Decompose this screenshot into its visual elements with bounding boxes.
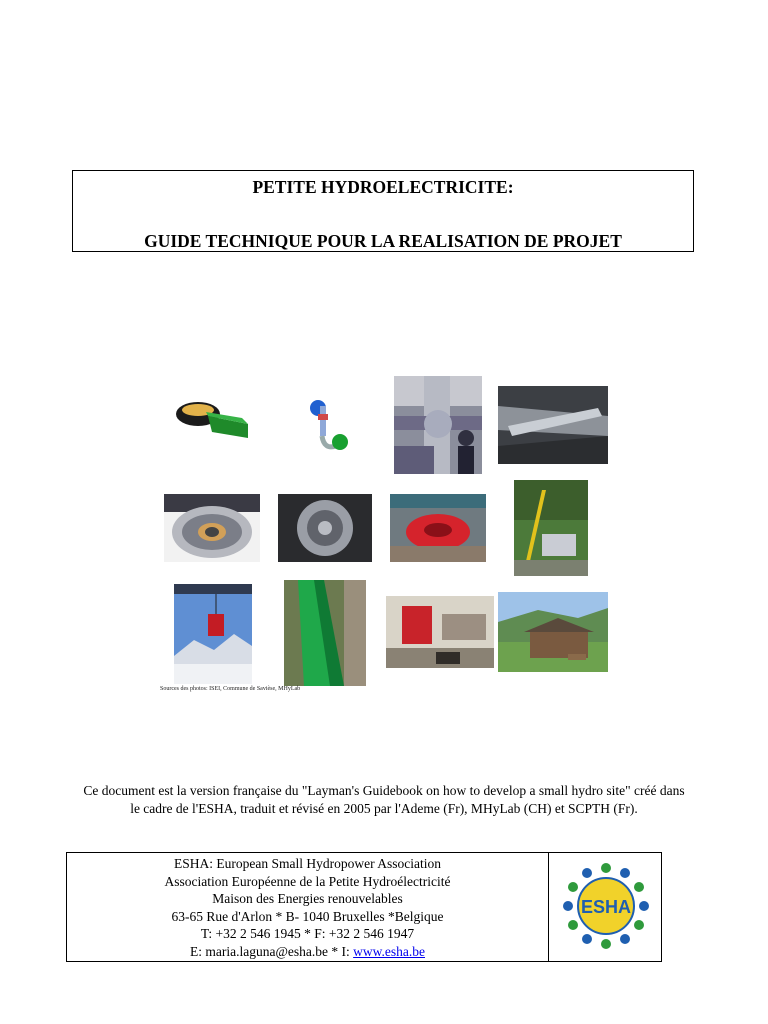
pelton-turbine-render-image — [172, 392, 252, 446]
penstock-interior-photo — [498, 386, 608, 464]
contact-details — [67, 853, 549, 961]
contact-email-web — [67, 943, 548, 961]
crane-site-photo — [514, 480, 588, 576]
website-link[interactable]: www.esha.be — [353, 943, 425, 959]
contact-org-name-en: ESHA: European Small Hydropower Association — [174, 856, 441, 871]
pelton-runner-photo — [164, 494, 260, 562]
contact-building: Maison des Energies renouvelables — [212, 891, 403, 906]
logo-cell — [549, 853, 661, 961]
helicopter-lift-photo — [174, 584, 252, 684]
chalet-photo — [498, 592, 608, 672]
contact-org-name-fr: Association Européenne de la Petite Hydroélectricité — [164, 873, 451, 889]
title-box — [72, 170, 694, 252]
intro-paragraph: Ce document est la version française du "Layman's Guidebook on how to develop a small hydro site" créé dans le cadre de l'ESHA, traduit et révisé en 2005 par l'Ademe (Fr), MHyLab (CH) et SCPTH (Fr). — [83, 783, 685, 816]
turbine-installation-photo — [394, 376, 482, 474]
green-grid-photo — [284, 580, 366, 686]
document-subtitle: GUIDE TECHNIQUE POUR LA REALISATION DE PROJET — [144, 231, 622, 251]
contact-address: 63-65 Rue d'Arlon * B- 1040 Bruxelles *Belgique — [171, 908, 444, 924]
document-title: PETITE HYDROELECTRICITE: — [252, 177, 514, 197]
powerhouse-interior-photo — [386, 596, 494, 668]
photo-source-note: Sources des photos: ISEI, Commune de Savièse, MHyLab — [160, 686, 301, 692]
red-turbine-photo — [390, 494, 486, 562]
contact-email: E: maria.laguna@esha.be * I: — [190, 943, 354, 959]
esha-logo-text: ESHA — [580, 897, 632, 917]
nozzle-render-image — [306, 396, 358, 454]
contact-table — [66, 852, 662, 962]
esha-logo — [558, 858, 654, 954]
contact-phone-fax: T: +32 2 546 1945 * F: +32 2 546 1947 — [200, 926, 415, 941]
pelton-wheel-photo — [278, 494, 372, 562]
